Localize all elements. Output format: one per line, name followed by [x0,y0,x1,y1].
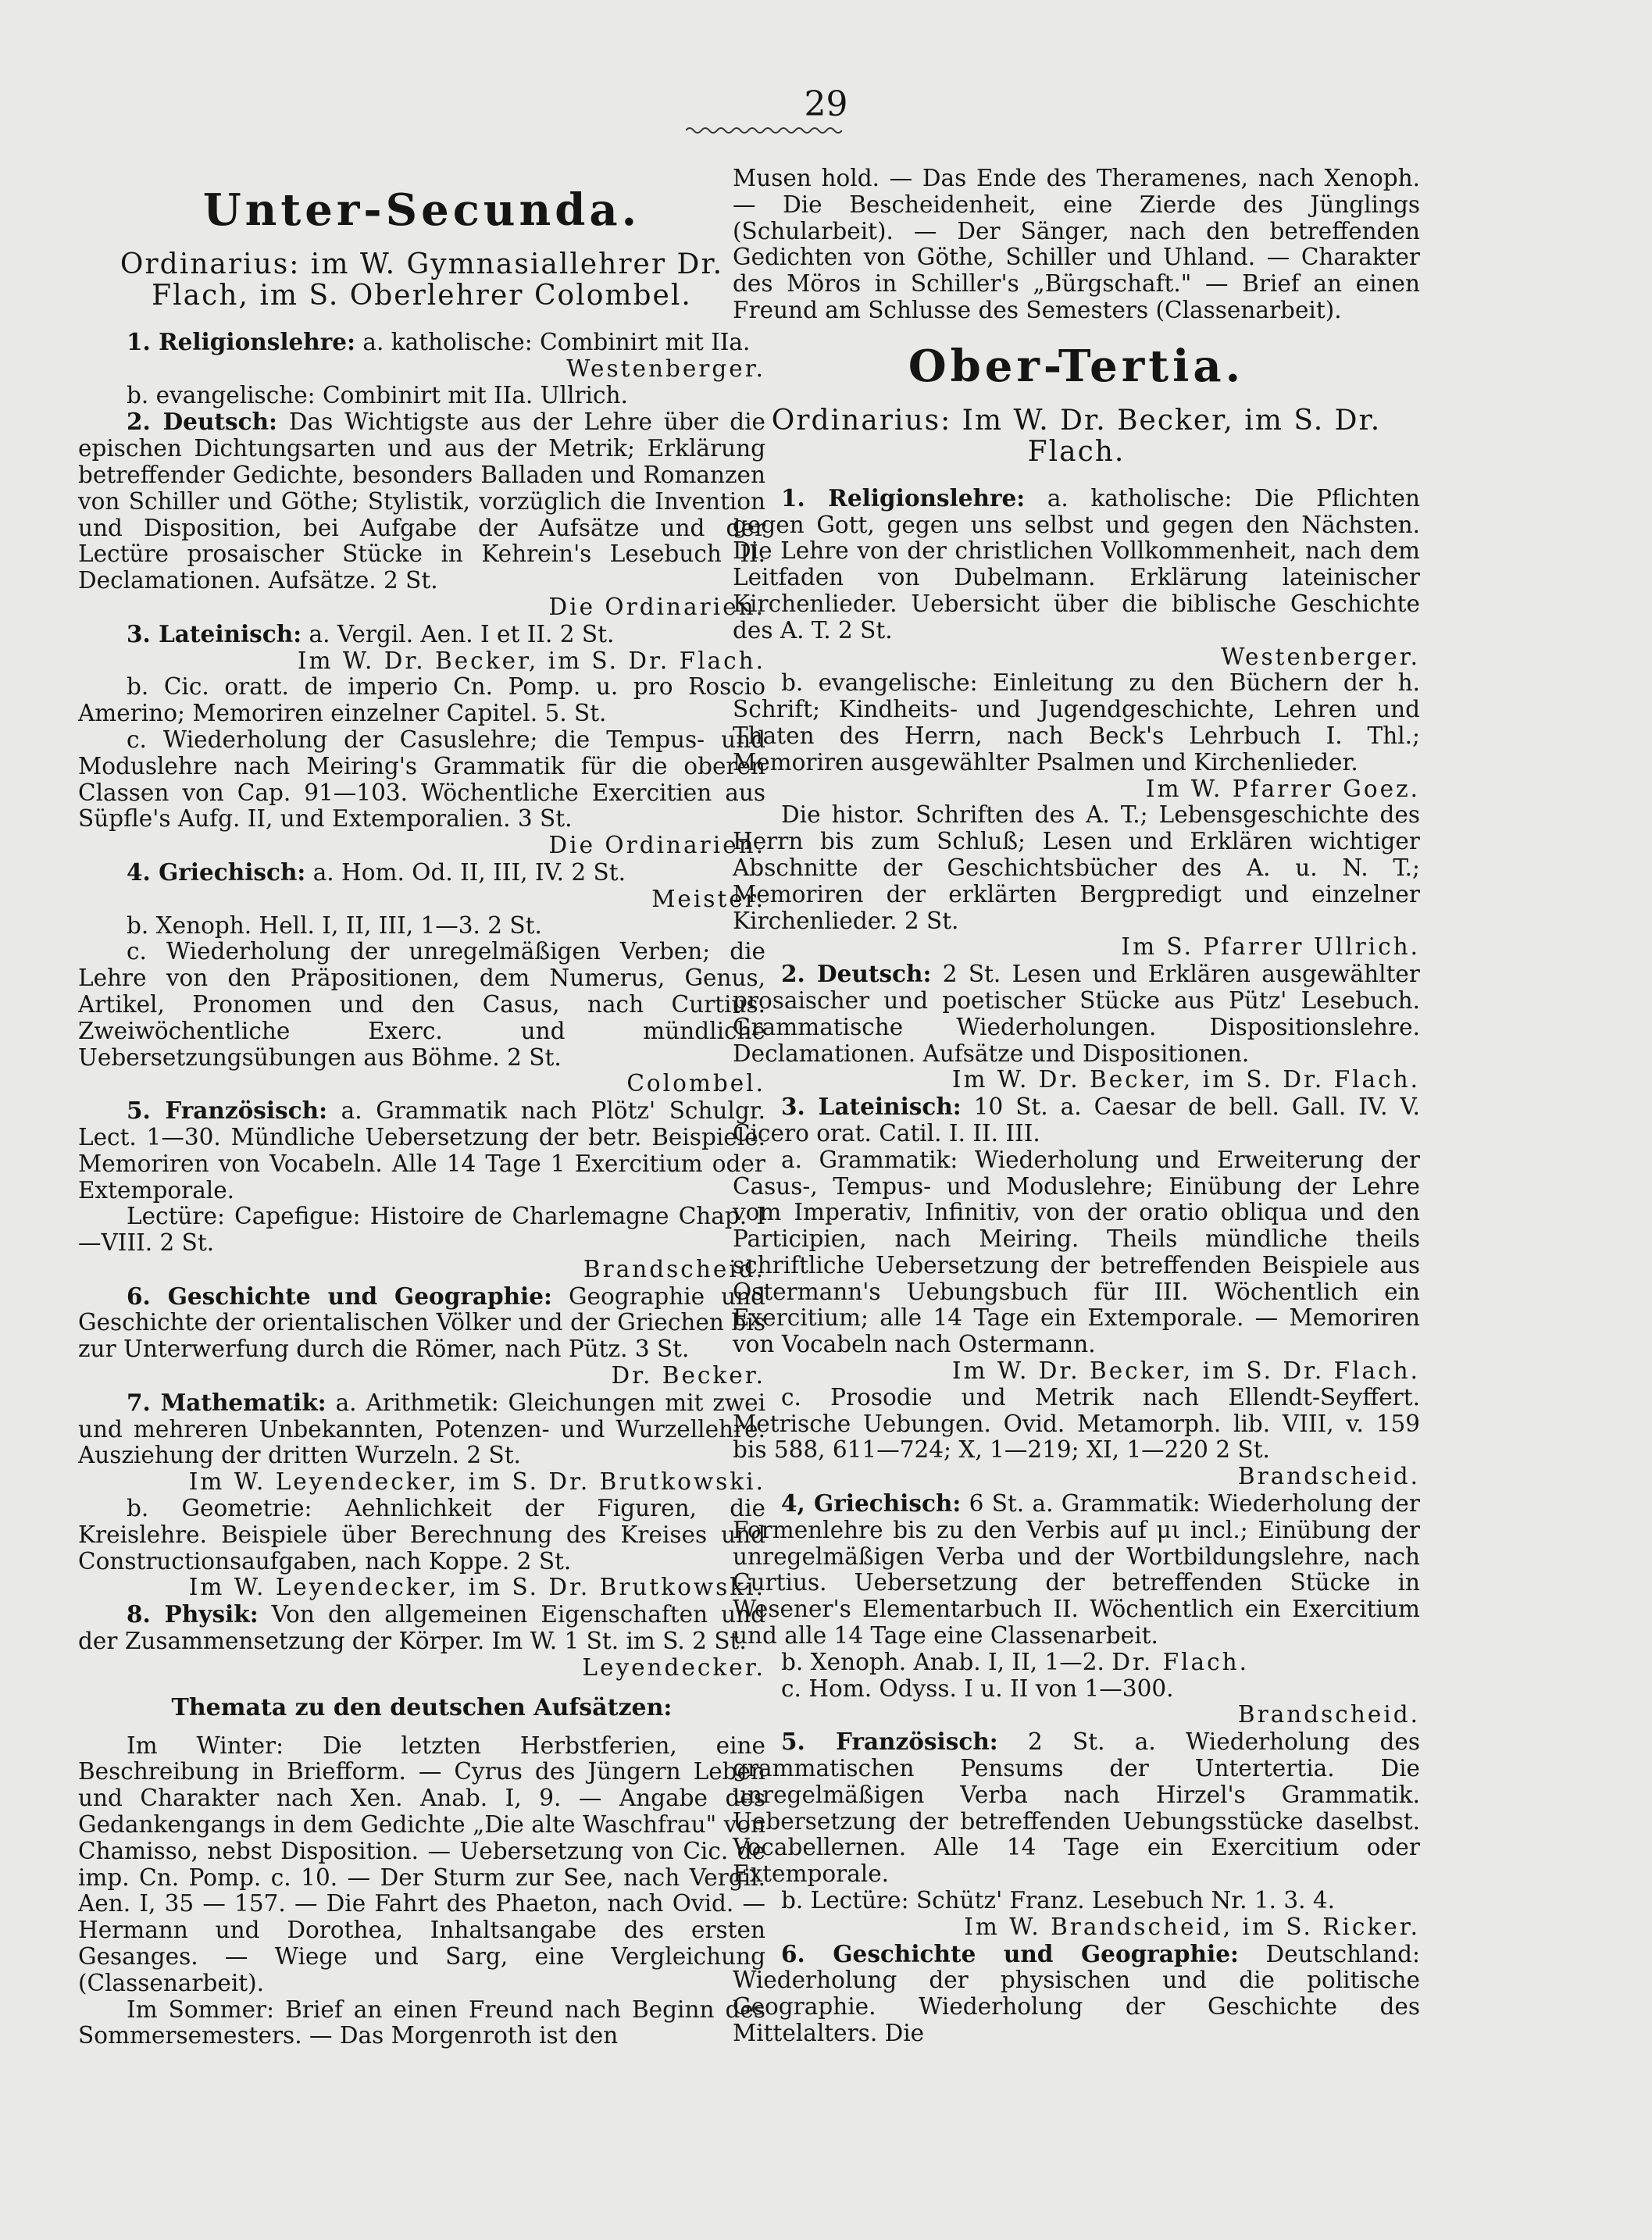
subject-label: 3. Lateinisch: [781,1093,962,1121]
section-heading-ober-tertia: Ober-Tertia. [908,340,1245,392]
subject-religion: 1. Religionslehre: a. katholische: Combinirt mit IIa. [127,328,751,355]
subject-deutsch: 2. Deutsch: 2 St. Lesen und Erklären ausgewählter prosaischer und poetischer Stücke aus Pütz' Lesebuch. Grammatische Wiederholungen. Dispositionslehre. Declamationen. Aufsätze und Dispositionen. [733,960,1420,1067]
subject-latein-b: b. Cic. oratt. de imperio Cn. Pomp. u. pro Roscio Amerino; Memoriren einzelner Capitel. 5. St. [78,673,765,727]
subject-griechisch-c: c. Wiederholung der unregelmäßigen Verben; die Lehre von den Präpositionen, dem Numerus, Genus, Artikel, Pronomen und den Casus, nach Curtius. Zweiwöchentliche Exerc. und mündliche Uebersetzungsübungen aus Böhme. 2 St. [78,938,765,1071]
subject-latein-c: c. Prosodie und Metrik nach Ellendt-Seyffert. Metrische Uebungen. Ovid. Metamorph. lib. VIII, v. 159 bis 588, 611—724; X, 1—219; XI, 1—220 2 St. [733,1383,1420,1464]
right-column [733,166,1420,2047]
teacher-name: Im W. Brandscheid, im S. Ricker. [964,1913,1420,1940]
subject-geschichte: 6. Geschichte und Geographie: Deutschland: Wiederholung der physischen und die politische Geographie. Wiederholung der Geschichte des Mittelalters. Die [733,1939,1420,2046]
subject-label: 6. Geschichte und Geographie: [127,1282,552,1310]
subject-label: 5. Französisch: [781,1728,998,1756]
teacher-name: Im W. Leyendecker, im S. Dr. Brutkowski. [188,1574,765,1601]
ordinarius-line: Ordinarius: im W. Gymnasiallehrer Dr. Flach, im S. Oberlehrer Colombel. [120,248,724,312]
subject-religion-b: b. evangelische: Einleitung zu den Büchern der h. Schrift; Kindheits- und Jugendgeschichte, Lehren und Thaten des Herrn, nach Beck's Lehrbuch I. Thl.; Memoriren ausgewählter Psalmen und Kirchenlieder. [733,669,1420,776]
subject-label: 1. Religionslehre: [781,483,1026,512]
teacher-name: Brandscheid. [1237,1701,1420,1728]
teacher-name: Brandscheid. [583,1255,765,1282]
page-number: 29 [804,84,848,124]
teacher-name: Im W. Pfarrer Goez. [1145,775,1420,802]
section-heading-unter-secunda: Unter-Secunda. [202,184,641,236]
teacher-name: Im S. Pfarrer Ullrich. [1121,933,1420,961]
subject-franzoesisch-b: b. Lectüre: Schütz' Franz. Lesebuch Nr. 1. 3. 4. [781,1887,1336,1914]
subject-physik: 8. Physik: Von den allgemeinen Eigenschaften und der Zusammensetzung der Körper. Im W. 1 St. im S. 2 St. [78,1600,765,1655]
teacher-name: Im W. Leyendecker, im S. Dr. Brutkowski. [188,1468,765,1496]
themata-winter: Im Winter: Die letzten Herbstferien, eine Beschreibung in Briefform. — Cyrus des Jüngern Leben und Charakter nach Xen. Anab. I, 9. — Angabe des Gedankengangs in dem Gedichte „Die alte Waschfrau" von Chamisso, nebst Disposition. — Uebersetzung von Cic. de imp. Cn. Pomp. c. 10. — Der Sturm zur See, nach Vergil. Aen. I, 35 — 157. — Die Fahrt des Phaeton, nach Ovid. — Hermann und Dorothea, Inhaltsangabe des ersten Gesanges. — Wiege und Sarg, eine Vergleichung (Classenarbeit). [78,1732,765,1996]
subject-franzoesisch-lecture: Lectüre: Capefigue: Histoire de Charlemagne Chap. I—VIII. 2 St. [78,1203,765,1257]
teacher-name: Westenberger. [1221,643,1420,670]
subject-label: 3. Lateinisch: [127,619,302,647]
subject-franzoesisch: 5. Französisch: a. Grammatik nach Plötz' Schulgr. Lect. 1—30. Mündliche Uebersetzung der betr. Beispiele. Memoriren von Vocabeln. Alle 14 Tage 1 Exercitium oder Extemporale. [78,1097,765,1204]
teacher-name: Die Ordinarien. [548,832,765,859]
subject-label: 2. Deutsch: [781,960,932,988]
subject-religion-b2: Die histor. Schriften des A. T.; Lebensgeschichte des Herrn bis zum Schluß; Lesen und Erklären wichtiger Abschnitte der Geschichtsbücher des A. u. N. T.; Memoriren der erklärten Bergpredigt und einzelner Kirchenlieder. 2 St. [733,801,1420,934]
subject-deutsch: 2. Deutsch: Das Wichtigste aus der Lehre über die epischen Dichtungsarten und aus der Metrik; Erklärung betreffender Gedichte, besonders Balladen und Romanzen von Schiller und Göthe; Stylistik, vorzüglich die Invention und Disposition, bei Aufgabe der Aufsätze und der Lectüre prosaischer Stücke in Kehrein's Lesebuch II. Declamationen. Aufsätze. 2 St. [78,408,765,594]
subject-label: 7. Mathematik: [127,1388,326,1416]
subject-label: 2. Deutsch: [127,408,277,436]
teacher-name: Westenberger. [566,355,765,382]
subject-religion: 1. Religionslehre: a. katholische: Die Pflichten gegen Gott, gegen uns selbst und gegen den Nächsten. Die Lehre von der christlichen Vollkommenheit, nach dem Leitfaden von Dubelmann. Erklärung lateinischer Kirchenlieder. Uebersicht über die biblische Geschichte des A. T. 2 St. [733,483,1420,644]
subject-label: 1. Religionslehre: [127,328,355,355]
subject-label: 5. Französisch: [127,1097,327,1125]
teacher-name: Leyendecker. [582,1653,765,1681]
subject-latein: 3. Lateinisch: a. Vergil. Aen. I et II. 2 St. [127,619,615,647]
subject-label: 8. Physik: [127,1600,259,1628]
subject-griechisch-b: b. Xenoph. Hell. I, II, III, 1—3. 2 St. [127,911,542,939]
teacher-name: Die Ordinarien. [548,593,765,620]
subject-label: 4, Griechisch: [781,1489,962,1518]
teacher-name: Dr. Flach. [1111,1648,1249,1675]
themata-heading: Themata zu den deutschen Aufsätzen: [171,1693,673,1721]
subject-religion-b: b. evangelische: Combinirt mit IIa. Ullrich. [127,381,628,408]
teacher-name: Im W. Dr. Becker, im S. Dr. Flach. [951,1066,1420,1093]
subject-latein: 3. Lateinisch: 10 St. a. Caesar de bell. Gall. IV. V. Cicero orat. Catil. I. II. III. [733,1093,1420,1147]
subject-griechisch: 4. Griechisch: a. Hom. Od. II, III, IV. 2 St. [127,858,626,886]
subject-label: 6. Geschichte und Geographie: [781,1939,1239,1967]
teacher-name: Im W. Dr. Becker, im S. Dr. Flach. [951,1357,1420,1385]
ordinarius-line: Ordinarius: Im W. Dr. Becker, im S. Dr. Flach. [771,404,1382,468]
subject-mathematik: 7. Mathematik: a. Arithmetik: Gleichungen mit zwei und mehreren Unbekannten, Potenzen- und Wurzellehre. Ausziehung der dritten Wurzeln. 2 St. [78,1388,766,1469]
subject-latein-c: c. Wiederholung der Casuslehre; die Tempus- und Moduslehre nach Meiring's Grammatik für die oberen Classen von Cap. 91—103. Wöchentliche Exercitien aus Süpfle's Aufg. II, und Extemporalien. 3 St. [78,726,765,833]
left-column [78,168,765,2049]
teacher-name: Dr. Becker. [611,1362,765,1389]
themata-continuation: Musen hold. — Das Ende des Theramenes, nach Xenoph. — Die Bescheidenheit, eine Zierde des Jünglings (Schularbeit). — Der Sänger, nach den betreffenden Gedichten von Göthe, Schiller und Uhland. — Charakter des Möros in Schiller's „Bürgschaft." — Brief an einen Freund am Schlusse des Semesters (Classenarbeit). [733,165,1420,323]
subject-label: 4. Griechisch: [127,858,306,886]
teacher-name: Meister. [651,885,765,912]
subject-mathematik-b: b. Geometrie: Aehnlichkeit der Figuren, die Kreislehre. Beispiele über Berechnung des Kreises und Constructionsaufgaben, nach Koppe. 2 St. [78,1495,765,1575]
subject-griechisch-c: c. Hom. Odyss. I u. II von 1—300. [781,1675,1174,1702]
ornament-squiggle [686,125,842,136]
teacher-name: Im W. Dr. Becker, im S. Dr. Flach. [297,647,765,674]
subject-griechisch-b: b. Xenoph. Anab. I, II, 1—2. Dr. Flach. [781,1648,1249,1675]
themata-sommer: Im Sommer: Brief an einen Freund nach Beginn des Sommersemesters. — Das Morgenroth ist den [78,1996,765,2049]
teacher-name: Brandscheid. [1237,1463,1420,1490]
subject-griechisch: 4, Griechisch: 6 St. a. Grammatik: Wiederholung der Formenlehre bis zu den Verbis auf μι incl.; Einübung der unregelmäßigen Verba und der Wortbildungslehre, nach Curtius. Uebersetzung der betreffenden Stücke in Wesener's Elementarbuch II. Wöchentlich ein Exercitium und alle 14 Tage eine Classenarbeit. [733,1489,1420,1650]
subject-geschichte: 6. Geschichte und Geographie: Geographie und Geschichte der orientalischen Völker und der Griechen bis zur Unterwerfung durch die Römer, nach Pütz. 3 St. [78,1282,765,1363]
teacher-name: Colombel. [626,1070,765,1097]
subject-latein-a: a. Grammatik: Wiederholung und Erweiterung der Casus-, Tempus- und Moduslehre; Einübung der Lehre vom Imperativ, Infinitiv, von der oratio obliqua und den Participien, nach Meiring. Theils mündliche theils schriftliche Uebersetzung der betreffenden Beispiele aus Ostermann's Uebungsbuch für III. Wöchentlich ein Exercitium; alle 14 Tage ein Extemporale. — Memoriren von Vocabeln nach Ostermann. [733,1146,1420,1358]
subject-franzoesisch: 5. Französisch: 2 St. a. Wiederholung des grammatischen Pensums der Untertertia. Die unregelmäßigen Verba nach Hirzel's Grammatik. Uebersetzung der betreffenden Uebungsstücke daselbst. Vocabellernen. Alle 14 Tage ein Exercitium oder Extemporale. [733,1728,1420,1888]
